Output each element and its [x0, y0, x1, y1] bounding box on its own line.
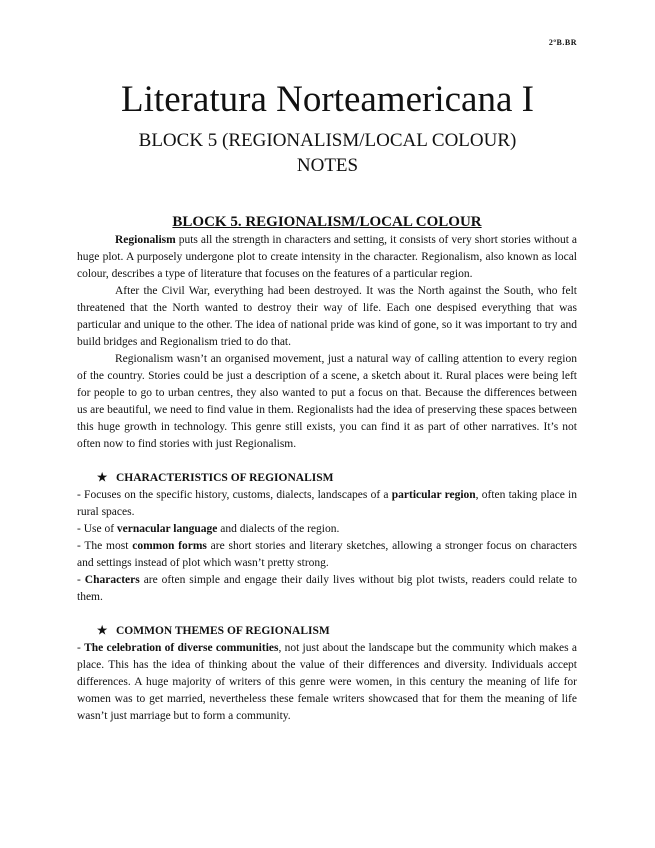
- item-text: , not just about the landscape but the community which makes a place. This has the idea of thinking about the value of their differences and diversity. Individuals accept differences. A huge majority of writers of this genre were women, in this century the meaning of life for women was to get married, nevertheless these female writers showcased that for them the meaning of life wasn’t just marriage but to form a community.: [77, 642, 577, 722]
- paragraph-2: After the Civil War, everything had been destroyed. It was the North against the South, who felt threatened that the North wanted to destroy their way of life. Each one despised everything that was particular and unique to the other. The idea of national pride was kind of gone, so it was important to try and build bridges and Regionalism tried to do that.: [77, 285, 577, 348]
- item-text: - Use of: [77, 523, 117, 535]
- themes-heading-text: COMMON THEMES OF REGIONALISM: [116, 625, 330, 637]
- item-text: and dialects of the region.: [217, 523, 340, 535]
- page-corner-label: 2ºB.BR: [548, 38, 577, 47]
- paragraph-1: [77, 232, 577, 283]
- document-title: Literatura Norteamericana I: [121, 79, 534, 120]
- item-bold: vernacular language: [116, 523, 218, 535]
- paragraph-1-bold: Regionalism: [115, 234, 176, 246]
- document-subtitle: [0, 128, 655, 178]
- item-text: are short stories and literary sketches, allowing a stronger focus on characters and settings instead of plot which wasn’t pretty strong.: [77, 540, 578, 569]
- paragraph-3: Regionalism wasn’t an organised movement, just a natural way of calling attention to every region of the country. Stories could be just a description of a scene, a sketch about it. Rural places were being left for people to go to urban centres, they also wanted to put a focus on that. Because the differences between us are beautiful, we need to find value in them. Regionalists had the idea of preserving these spaces between this huge growth in technology. This genre still exists, you can find it as part of other narratives. It’s not often now to find stories with just Regionalism.: [77, 353, 577, 450]
- subtitle-line-1: BLOCK 5 (REGIONALISM/LOCAL COLOUR): [138, 130, 517, 151]
- characteristics-item-1: [77, 487, 577, 521]
- item-bold: common forms: [132, 540, 207, 552]
- item-bold: Characters: [84, 574, 140, 586]
- characteristics-item-2: [77, 521, 577, 538]
- document-body: [77, 213, 577, 725]
- item-text: , often taking place in rural spaces.: [77, 489, 577, 518]
- characteristics-item-4: [77, 572, 577, 606]
- item-bold: particular region: [391, 489, 476, 501]
- section-heading: BLOCK 5. REGIONALISM/LOCAL COLOUR: [172, 214, 482, 230]
- characteristics-heading: [97, 470, 577, 487]
- themes-heading: [97, 623, 577, 640]
- item-text: - Focuses on the specific history, customs, dialects, landscapes of a: [77, 489, 392, 501]
- star-icon: ★: [97, 625, 108, 637]
- themes-item-1: [77, 640, 577, 725]
- item-text: -: [77, 574, 85, 586]
- item-text: -: [77, 642, 85, 654]
- item-bold: The celebration of diverse communities: [84, 642, 279, 654]
- paragraph-1-text: puts all the strength in characters and setting, it consists of very short stories without a huge plot. A purposely undergone plot to create intensity in the character. Regionalism, also known as local colour, describes a type of literature that focuses on the features of a particular region.: [77, 234, 577, 280]
- star-icon: ★: [97, 472, 108, 484]
- subtitle-line-2: NOTES: [296, 155, 359, 176]
- item-text: - The most: [77, 540, 133, 552]
- characteristics-item-3: [77, 538, 577, 572]
- characteristics-heading-text: CHARACTERISTICS OF REGIONALISM: [116, 472, 334, 484]
- item-text: are often simple and engage their daily lives without big plot twists, readers could relate to them.: [77, 574, 577, 603]
